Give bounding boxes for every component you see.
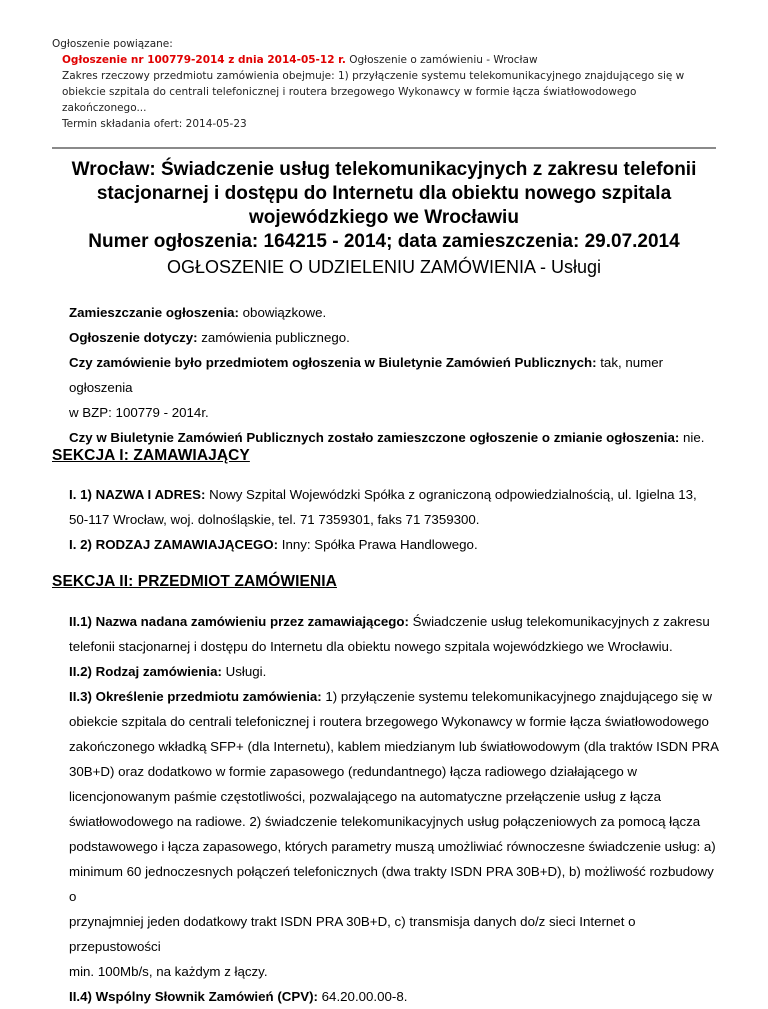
- order-desc-line: przynajmniej jeden dodatkowy trakt ISDN PRA 30B+D, c) transmisja danych do/z sieci Internet o przepustowości: [69, 914, 636, 954]
- contracting-address: 50-117 Wrocław, woj. dolnośląskie, tel. 71 7359301, faks 71 7359300.: [69, 512, 480, 527]
- related-scope-3: zakończonego...: [62, 102, 147, 114]
- order-desc-first: 1) przyłączenie systemu telekomunikacyjnego znajdującego się w: [321, 689, 712, 704]
- order-desc-line: minimum 60 jednoczesnych połączeń telefonicznych (dwa trakty ISDN PRA 30B+D), b) możliwość rozbudowy o: [69, 864, 714, 904]
- order-desc-label: II.3) Określenie przedmiotu zamówienia:: [69, 689, 322, 704]
- cpv-value: 64.20.00.00-8.: [317, 989, 408, 1004]
- title-line-1: Wrocław: Świadczenie usług telekomunikacyjnych z zakresu telefonii: [71, 159, 697, 180]
- section-1-heading: SEKCJA I: ZAMAWIAJĄCY: [52, 447, 250, 464]
- bzp-number: w BZP: 100779 - 2014r.: [69, 405, 209, 420]
- section-2-heading: SEKCJA II: PRZEDMIOT ZAMÓWIENIA: [52, 573, 337, 590]
- order-desc-line: 30B+D) oraz dodatkowo w formie zapasowego (redundantnego) łącza radiowego działającego w: [69, 764, 638, 779]
- page-subtitle: OGŁOSZENIE O UDZIELENIU ZAMÓWIENIA - Usługi: [166, 257, 602, 277]
- order-desc-line: obiekcie szpitala do centrali telefonicznej i routera brzegowego Wykonawcy w formie łącza światłowodowego: [69, 714, 709, 729]
- divider: [52, 147, 716, 149]
- section-1-block: [69, 482, 721, 557]
- title-line-2: stacjonarnej i dostępu do Internetu dla obiektu nowego szpitala: [96, 183, 672, 204]
- change-value: nie.: [679, 430, 705, 445]
- contracting-type-row: [69, 532, 721, 557]
- order-kind-row: [69, 659, 721, 684]
- related-link-rest: Ogłoszenie o zamówieniu - Wrocław: [345, 54, 538, 66]
- order-name-row: [69, 609, 721, 634]
- bzp-label: Czy zamówienie było przedmiotem ogłoszenia w Biuletynie Zamówień Publicznych:: [69, 355, 597, 370]
- title-notice-number: Numer ogłoszenia: 164215 - 2014; data zamieszczenia: 29.07.2014: [88, 231, 680, 252]
- intro-block: [69, 300, 721, 450]
- related-scope-1: Zakres rzeczowy przedmiotu zamówienia obejmuje: 1) przyłączenie systemu telekomunikacyjnego znajdującego się w: [62, 70, 685, 82]
- related-label: Ogłoszenie powiązane:: [52, 38, 173, 50]
- order-desc-line: światłowodowego na radiowe. 2) świadczenie telekomunikacyjnych usług połączeniowych za pomocą łącza: [69, 814, 701, 829]
- cpv-row: [69, 984, 721, 1009]
- related-deadline: Termin składania ofert: 2014-05-23: [62, 118, 247, 130]
- related-notice-link[interactable]: Ogłoszenie nr 100779-2014 z dnia 2014-05-12 r.: [62, 54, 346, 66]
- concerns-row: [69, 325, 721, 350]
- cpv-label: II.4) Wspólny Słownik Zamówień (CPV):: [69, 989, 318, 1004]
- order-desc-row: [69, 684, 721, 709]
- bzp-row: [69, 350, 721, 400]
- contracting-name-label: I. 1) NAZWA I ADRES:: [69, 487, 206, 502]
- change-label: Czy w Biuletynie Zamówień Publicznych zostało zamieszczone ogłoszenie o zmianie ogłoszenia:: [69, 430, 680, 445]
- concerns-value: zamówienia publicznego.: [197, 330, 350, 345]
- order-desc-line: podstawowego i łącza zapasowego, których parametry muszą umożliwiać równoczesne świadczenie usług: a): [69, 839, 716, 854]
- title-line-3: wojewódzkiego we Wrocławiu: [249, 207, 519, 228]
- order-name-cont: telefonii stacjonarnej i dostępu do Internetu dla obiektu nowego szpitala wojewódzkiego we Wrocławiu.: [69, 639, 673, 654]
- contracting-type-label: I. 2) RODZAJ ZAMAWIAJĄCEGO:: [69, 537, 279, 552]
- posting-label: Zamieszczanie ogłoszenia:: [69, 305, 239, 320]
- bzp-value: tak, numer ogłoszenia: [69, 355, 664, 395]
- order-desc-line: min. 100Mb/s, na każdym z łączy.: [69, 964, 268, 979]
- related-notice: [52, 36, 712, 132]
- contracting-type-value: Inny: Spółka Prawa Handlowego.: [278, 537, 478, 552]
- contracting-name-row: [69, 482, 721, 507]
- related-scope-2: obiekcie szpitala do centrali telefonicznej i routera brzegowego Wykonawcy w formie łącza światłowodowego: [62, 86, 637, 98]
- posting-value: obowiązkowe.: [238, 305, 327, 320]
- order-name-label: II.1) Nazwa nadana zamówieniu przez zamawiającego:: [69, 614, 409, 629]
- order-desc-line: zakończonego wkładką SFP+ (dla Internetu), kablem miedzianym lub światłowodowym (dla traktów ISDN PRA: [69, 739, 719, 754]
- concerns-label: Ogłoszenie dotyczy:: [69, 330, 198, 345]
- posting-row: [69, 300, 721, 325]
- order-kind-value: Usługi.: [221, 664, 267, 679]
- order-name-value: Świadczenie usług telekomunikacyjnych z zakresu: [408, 614, 710, 629]
- page-title: [52, 158, 716, 254]
- order-kind-label: II.2) Rodzaj zamówienia:: [69, 664, 222, 679]
- related-link-line: [62, 52, 712, 68]
- order-desc-line: licencjonowanym paśmie częstotliwości, pozwalającego na automatyczne przełączenie usług z łącza: [69, 789, 662, 804]
- contracting-name-value: Nowy Szpital Wojewódzki Spółka z ograniczoną odpowiedzialnością, ul. Igielna 13,: [205, 487, 697, 502]
- section-2-block: [69, 609, 721, 1009]
